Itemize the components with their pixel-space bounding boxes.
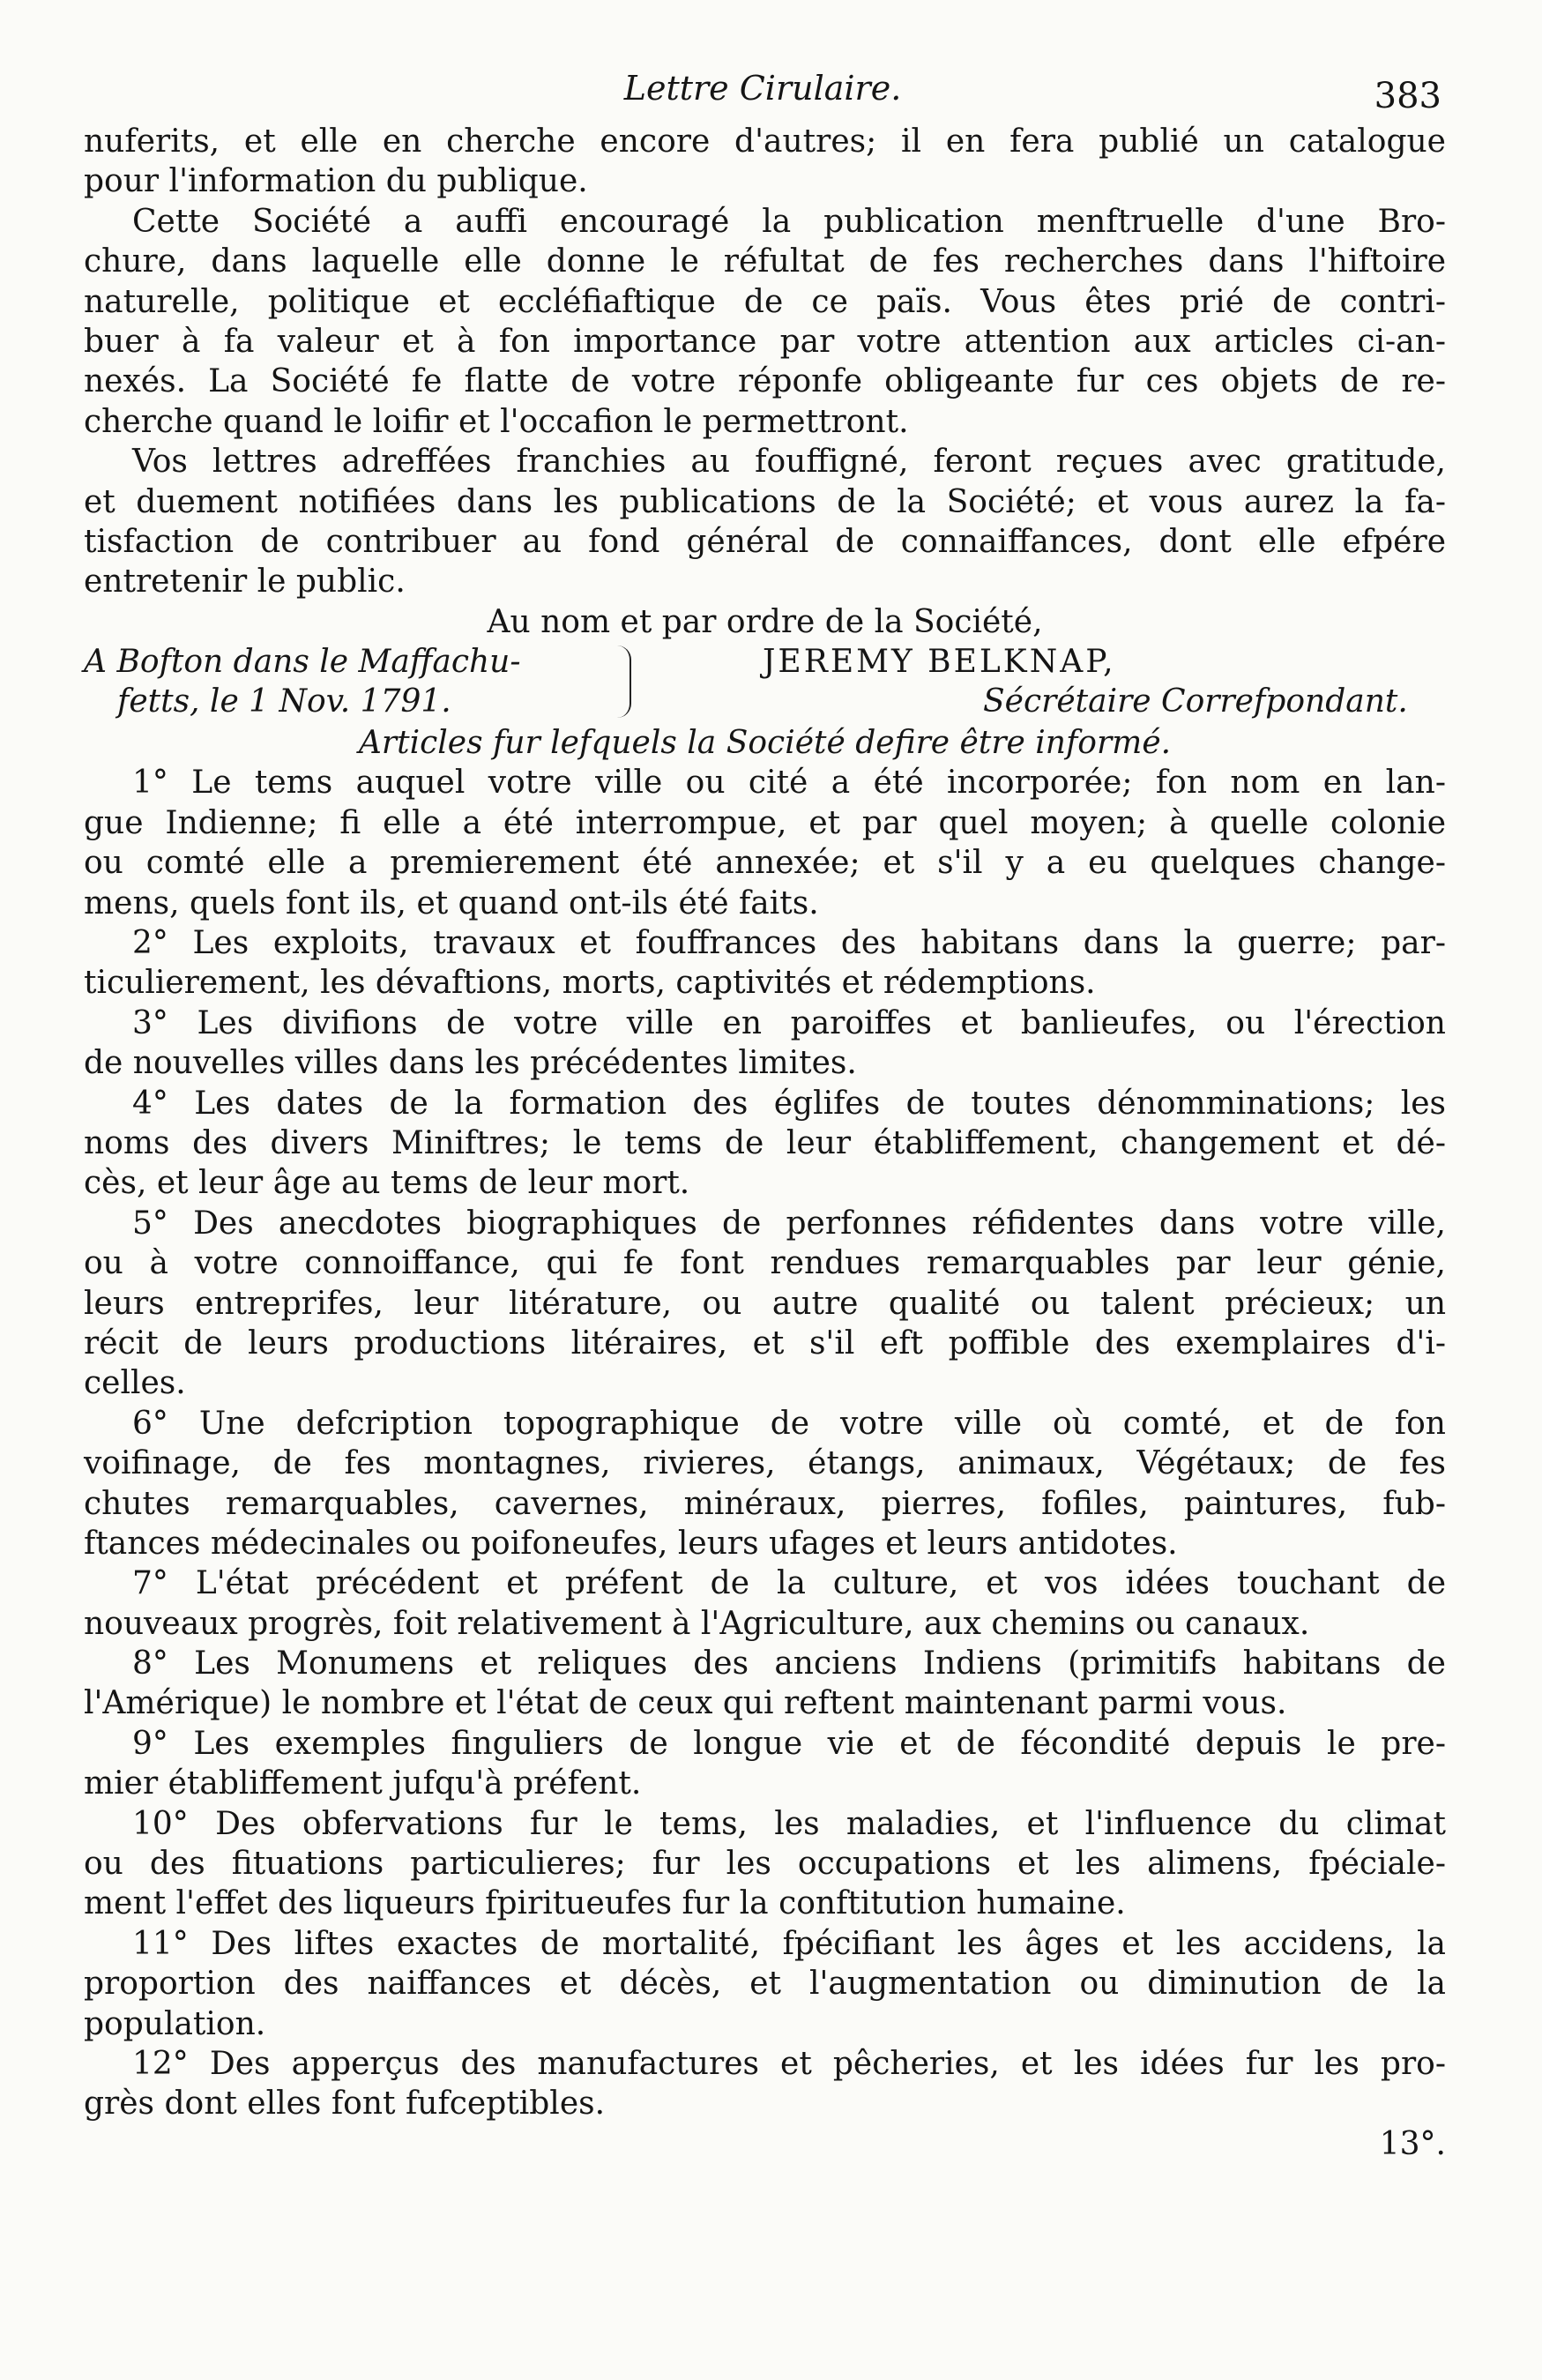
article-line: noms des divers Miniftres; le tems de leur établiffement, changement et dé- <box>84 1124 1446 1161</box>
article-line: l'Amérique) le nombre et l'état de ceux qui reftent maintenant parmi vous. <box>84 1685 1287 1722</box>
article-item: 3° Les divifions de votre ville en paroiffes et banlieufes, ou l'érection <box>132 1004 1446 1041</box>
article-line: grès dont elles font fufceptibles. <box>84 2085 606 2123</box>
text-line: tisfaction de contribuer au fond général de connaiffances, dont elle efpére <box>84 523 1446 560</box>
text-line: chure, dans laquelle elle donne le réfultat de fes recherches dans l'hiftoire <box>84 243 1446 280</box>
article-item: 5° Des anecdotes biographiques de perfonnes réfidentes dans votre ville, <box>132 1205 1446 1242</box>
date-line: fetts, le 1 Nov. 1791. <box>117 683 451 720</box>
article-line: ou des fituations particulieres; fur les occupations et les alimens, fpéciale- <box>84 1846 1446 1883</box>
article-line: de nouvelles villes dans les précédentes limites. <box>84 1045 857 1082</box>
articles-heading: Articles fur lefquels la Société defire être informé. <box>358 725 1172 762</box>
running-title: Lettre Cirulaire. <box>623 69 902 108</box>
article-line: chutes remarquables, cavernes, minéraux, pierres, fofiles, paintures, fub- <box>84 1485 1446 1522</box>
signatory-name: JEREMY BELKNAP, <box>763 644 1116 681</box>
text-line: nexés. La Société fe flatte de votre réponfe obligeante fur ces objets de re- <box>84 363 1446 400</box>
article-line: ftances médecinales ou poifoneufes, leurs ufages et leurs antidotes. <box>84 1525 1178 1562</box>
place-date <box>84 642 613 722</box>
article-line: mier établiffement jufqu'à préfent. <box>84 1765 642 1802</box>
article-item: 8° Les Monumens et reliques des anciens Indiens (primitifs habitans de <box>132 1645 1446 1682</box>
text-line: nuferits, et elle en cherche encore d'autres; il en fera publié un catalogue <box>84 123 1446 160</box>
article-line: ticulierement, les dévaftions, morts, captivités et rédemptions. <box>84 965 1096 1002</box>
text-body <box>84 122 1446 2164</box>
signatory-role: Sécrétaire Correfpondant. <box>983 683 1408 720</box>
article-line: ment l'effet des liqueurs fpiritueufes fur la conftitution humaine. <box>84 1885 1126 1922</box>
article-item: 12° Des apperçus des manufactures et pêcheries, et les idées fur les pro- <box>132 2045 1446 2082</box>
article-line: récit de leurs productions litéraires, et s'il eft poffible des exemplaires d'i- <box>84 1324 1446 1362</box>
text-line: pour l'information du publique. <box>84 163 588 200</box>
articles-list <box>84 763 1446 2123</box>
brace-mark <box>617 645 631 718</box>
article-line: proportion des naiffances et décès, et l'augmentation ou diminution de la <box>84 1966 1446 2003</box>
signatory <box>763 642 1441 722</box>
article-item: 10° Des obfervations fur le tems, les maladies, et l'influence du climat <box>132 1805 1446 1842</box>
article-line: voifinage, de fes montagnes, rivieres, étangs, animaux, Végétaux; de fes <box>84 1445 1446 1482</box>
article-item: 2° Les exploits, travaux et fouffrances des habitans dans la guerre; par- <box>132 925 1446 962</box>
text-line: et duement notifiées dans les publications de la Société; et vous aurez la fa- <box>84 483 1446 520</box>
article-line: leurs entreprifes, leur litérature, ou autre qualité ou talent précieux; un <box>84 1285 1446 1322</box>
article-item: 7° L'état précédent et préfent de la culture, et vos idées touchant de <box>132 1565 1446 1602</box>
text-line: naturelle, politique et eccléfiaftique de ce païs. Vous êtes prié de contri- <box>84 283 1446 320</box>
text-line: cherche quand le loifir et l'occafion le permettront. <box>84 403 909 440</box>
article-line: gue Indienne; fi elle a été interrompue, et par quel moyen; à quelle colonie <box>84 804 1446 841</box>
article-item: 6° Une defcription topographique de votre ville où comté, et de fon <box>132 1405 1446 1442</box>
article-line: cès, et leur âge au tems de leur mort. <box>84 1165 690 1202</box>
article-line: ou à votre connoiffance, qui fe font rendues remarquables par leur génie, <box>84 1245 1446 1282</box>
article-item: 4° Les dates de la formation des églifes de toutes dénomminations; les <box>132 1085 1446 1122</box>
place-line: A Bofton dans le Maffachu- <box>84 644 521 681</box>
article-line: mens, quels font ils, et quand ont-ils été faits. <box>84 884 819 921</box>
article-item: 9° Les exemples finguliers de longue vie et de fécondité depuis le pre- <box>132 1725 1446 1762</box>
text-line: Vos lettres adreffées franchies au fouffigné, feront reçues avec gratitude, <box>132 444 1446 481</box>
article-line: population. <box>84 2005 266 2042</box>
article-line: celles. <box>84 1365 186 1402</box>
closing-line: Au nom et par ordre de la Société, <box>487 603 1043 640</box>
text-line: entretenir le public. <box>84 563 406 601</box>
signature-block <box>84 642 1446 723</box>
page-number: 383 <box>1374 76 1441 116</box>
article-item: 1° Le tems auquel votre ville ou cité a été incorporée; fon nom en lan- <box>132 765 1446 802</box>
article-line: ou comté elle a premierement été annexée; et s'il y a eu quelques change- <box>84 845 1446 882</box>
text-line: Cette Société a auffi encouragé la publication menftruelle d'une Bro- <box>132 203 1446 240</box>
catchword: 13°. <box>1379 2125 1446 2162</box>
article-line: nouveaux progrès, foit relativement à l'Agriculture, aux chemins ou canaux. <box>84 1605 1310 1642</box>
text-line: buer à fa valeur et à fon importance par votre attention aux articles ci-an- <box>84 323 1446 360</box>
article-item: 11° Des liftes exactes de mortalité, fpécifiant les âges et les accidens, la <box>132 1925 1446 1962</box>
